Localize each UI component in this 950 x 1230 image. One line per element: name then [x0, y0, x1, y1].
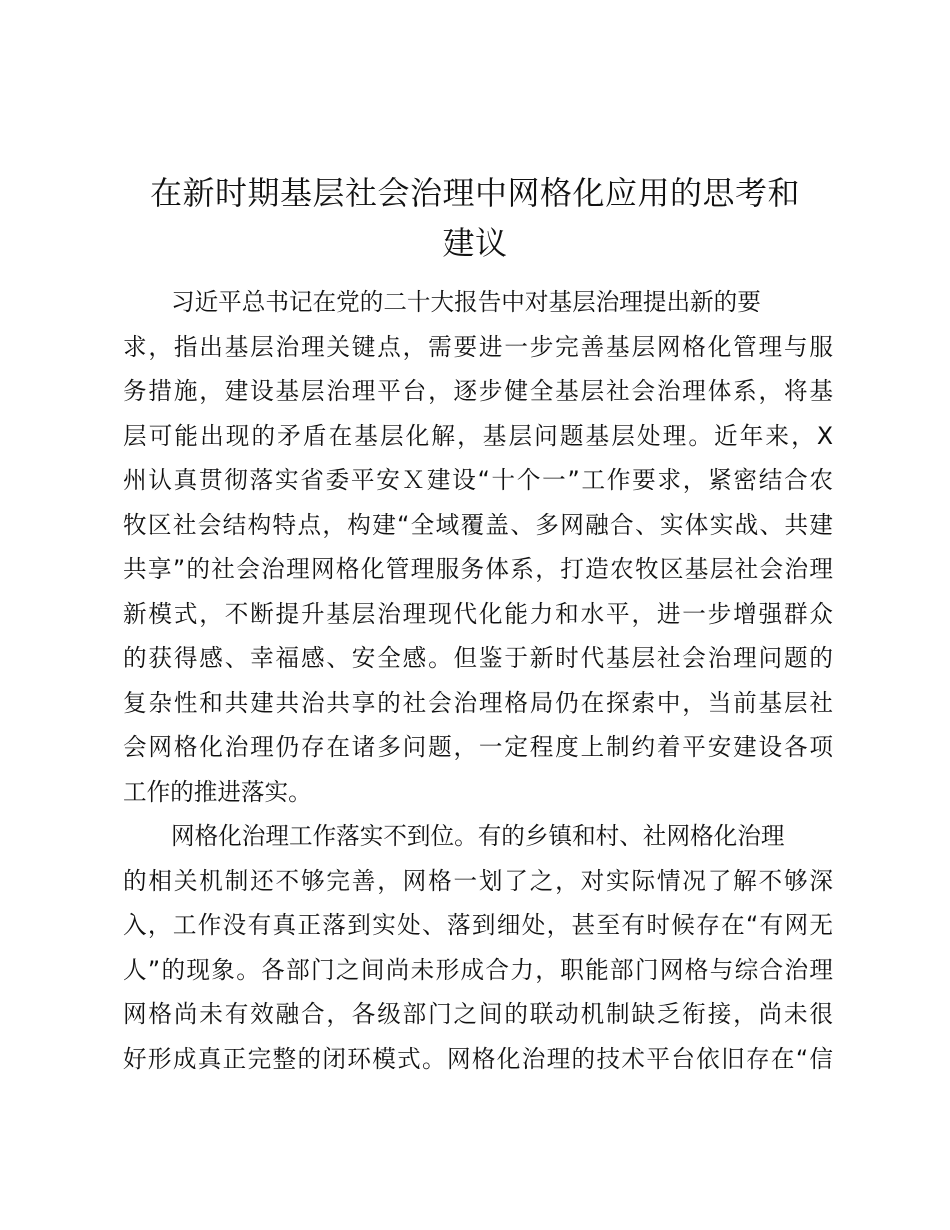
paragraph-line: 网格尚未有效融合，各级部门之间的联动机制缺乏衔接，尚未很	[123, 1000, 833, 1028]
paragraph-line: 牧区社会结构特点，构建“全域覆盖、多网融合、实体实战、共建	[123, 510, 833, 539]
paragraph-line: 工作的推进落实。	[123, 777, 312, 806]
paragraph-line: 网格化治理工作落实不到位。有的乡镇和村、社网格化治理	[171, 822, 785, 850]
paragraph-line: 新模式，不断提升基层治理现代化能力和水平，进一步增强群众	[123, 599, 833, 628]
title-line-1: 在新时期基层社会治理中网格化应用的思考和	[149, 174, 800, 212]
paragraph-line: 复杂性和共建共治共享的社会治理格局仍在探索中，当前基层社	[123, 688, 833, 717]
paragraph-line: 层可能出现的矛盾在基层化解，基层问题基层处理。近年来，X	[123, 421, 833, 450]
paragraph-line: 求，指出基层治理关键点，需要进一步完善基层网格化管理与服	[123, 332, 833, 361]
paragraph-line: 共享”的社会治理网格化管理服务体系，打造农牧区基层社会治理	[123, 555, 833, 583]
paragraph-line: 州认真贯彻落实省委平安Ｘ建设“十个一”工作要求，紧密结合农	[123, 466, 833, 494]
paragraph-1	[123, 280, 833, 814]
paragraph-line: 入，工作没有真正落到实处、落到细处，甚至有时候存在“有网无	[123, 911, 833, 939]
document-title	[120, 168, 830, 268]
paragraph-line: 务措施，建设基层治理平台，逐步健全基层社会治理体系，将基	[123, 377, 833, 405]
paragraph-line: 的获得感、幸福感、安全感。但鉴于新时代基层社会治理问题的	[123, 644, 833, 672]
paragraph-line: 的相关机制还不够完善，网格一划了之，对实际情况了解不够深	[123, 866, 833, 895]
document-body	[123, 280, 833, 1081]
paragraph-line: 好形成真正完整的闭环模式。网格化治理的技术平台依旧存在“信	[123, 1044, 833, 1073]
paragraph-line: 会网格化治理仍存在诸多问题，一定程度上制约着平安建设各项	[123, 733, 833, 761]
title-line-2: 建议	[442, 224, 508, 262]
paragraph-line: 人”的现象。各部门之间尚未形成合力，职能部门网格与综合治理	[123, 955, 833, 984]
paragraph-line: 习近平总书记在党的二十大报告中对基层治理提出新的要	[171, 288, 761, 316]
paragraph-2	[123, 814, 833, 1081]
